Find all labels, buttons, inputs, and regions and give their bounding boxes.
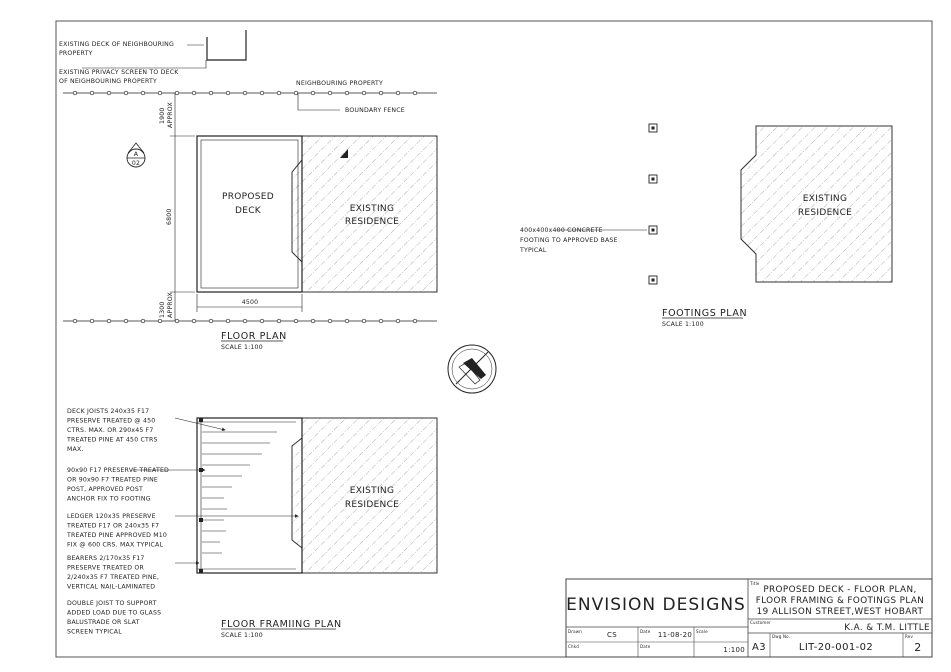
drawing-address: 19 ALLISON STREET,WEST HOBART (756, 607, 924, 617)
dim-top: 1900 (159, 107, 166, 124)
sheet-border (56, 21, 932, 657)
fence-post (243, 319, 247, 323)
framing-plan-title: FLOOR FRAMIING PLAN (221, 619, 342, 630)
note-boundary-fence: BOUNDARY FENCE (345, 107, 405, 114)
label-proposed-deck-2: DECK (234, 206, 262, 216)
fence-post (141, 319, 145, 323)
dim-top-approx: APPROX (167, 102, 174, 128)
drawing-title: PROPOSED DECK - FLOOR PLAN, (763, 585, 917, 595)
svg-text:Customer: Customer (750, 620, 772, 625)
svg-text:Drawn: Drawn (568, 629, 582, 634)
framing-note-bearers: 2/240x35 F7 TREATED PINE, (67, 574, 160, 581)
drawing-date: 11-08-20 (657, 631, 693, 639)
fence-post (175, 319, 179, 323)
fence-post (379, 91, 383, 95)
fence-post (396, 91, 400, 95)
svg-text:Scale: Scale (696, 629, 708, 634)
note-neighbouring-property: NEIGHBOURING PROPERTY (296, 80, 384, 87)
fence-post (209, 319, 213, 323)
footings-plan-scale: SCALE 1:100 (662, 321, 704, 328)
framing-note-double-joist: DOUBLE JOIST TO SUPPORT (67, 600, 157, 607)
fence-post (73, 91, 77, 95)
framing-note-bearers: VERTICAL NAIL-LAMINATED (67, 583, 156, 591)
fence-post (328, 91, 332, 95)
footing (649, 124, 657, 132)
fence-post (277, 319, 281, 323)
boundary-fence-bottom (63, 319, 437, 323)
framing-note-joists: MAX. (67, 446, 84, 453)
floor-plan (59, 30, 437, 351)
framing-note-joists: PRESERVE TREATED @ 450 (67, 417, 156, 425)
company-name: ENVISION DESIGNS (566, 595, 746, 615)
fence-post (158, 91, 162, 95)
drawing-title-2: FLOOR FRAMING & FOOTINGS PLAN (755, 596, 925, 606)
fence-post (345, 91, 349, 95)
svg-text:Date: Date (640, 629, 651, 634)
dim-side: 6800 (166, 208, 173, 225)
dim-bottom: 1300 (159, 301, 166, 318)
deck-post (199, 569, 203, 573)
framing-plan-scale: SCALE 1:100 (221, 632, 263, 639)
floor-framing-plan (66, 408, 437, 639)
fence-post (226, 91, 230, 95)
framing-note-double-joist: SCREEN TYPICAL (67, 628, 122, 636)
floor-plan-title: FLOOR PLAN (221, 331, 287, 342)
footings-plan-title: FOOTINGS PLAN (662, 308, 748, 319)
framing-note-post: POST, APPROVED POST (67, 486, 143, 493)
framing-note-post: ANCHOR FIX TO FOOTING (67, 495, 151, 503)
label-proposed-deck: PROPOSED (221, 192, 275, 202)
footings-plan (519, 124, 892, 328)
framing-note-bearers: PRESERVE TREATED OR (67, 564, 144, 572)
fence-post (345, 319, 349, 323)
framing-note-post: 90x90 F17 PRESERVE TREATED (67, 467, 170, 474)
deck-frame-outline (197, 418, 302, 573)
fence-post (311, 319, 315, 323)
fence-post (260, 91, 264, 95)
fence-post (413, 91, 417, 95)
customer-name: K.A. & T.M. LITTLE (844, 623, 930, 633)
framing-note-joists: CTRS. MAX. OR 290x45 F7 (67, 427, 154, 434)
fence-post (124, 319, 128, 323)
fence-post (396, 319, 400, 323)
svg-text:Rev: Rev (905, 634, 914, 639)
framing-note-ledger: TREATED PINE APPROVED M10 (67, 532, 168, 539)
drawn-by: CS (607, 631, 617, 639)
fence-post (141, 91, 145, 95)
fence-post (90, 91, 94, 95)
deck-post (199, 418, 203, 422)
section-marker (127, 143, 145, 167)
sheet-size: A3 (751, 642, 767, 653)
footing (649, 276, 657, 284)
fence-post (277, 91, 281, 95)
deck-post (199, 518, 203, 522)
svg-text:A: A (133, 151, 139, 158)
floor-plan-scale: SCALE 1:100 (221, 344, 263, 351)
footing (649, 175, 657, 183)
framing-note-double-joist: BALUSTRADE OR SLAT (67, 619, 140, 626)
note-footing-2: FOOTING TO APPROVED BASE (520, 237, 618, 244)
fence-post (311, 91, 315, 95)
north-arrow (448, 345, 496, 393)
label-existing-residence-2: RESIDENCE (344, 217, 400, 227)
label-existing-residence-2: RESIDENCE (344, 500, 400, 510)
fence-post (90, 319, 94, 323)
existing-residence-hatch (292, 136, 437, 292)
svg-text:Date: Date (640, 644, 651, 649)
framing-note-joists: TREATED PINE AT 450 CTRS (67, 436, 158, 444)
svg-text:Chkd: Chkd (568, 644, 579, 649)
existing-residence-hatch (741, 126, 892, 282)
fence-post (107, 319, 111, 323)
framing-note-ledger: FIX @ 600 CRS. MAX TYPICAL (67, 541, 164, 549)
fence-post (107, 91, 111, 95)
note-existing-deck-2: PROPERTY (59, 50, 93, 57)
fence-post (294, 319, 298, 323)
framing-note-joists: DECK JOISTS 240x35 F17 (67, 408, 150, 415)
footing (649, 226, 657, 234)
title-block (566, 579, 932, 657)
boundary-fence-top (63, 91, 437, 95)
framing-note-post: OR 90x90 F7 TREATED PINE (67, 476, 159, 484)
fence-post (226, 319, 230, 323)
fence-post (362, 91, 366, 95)
drawing-scale: 1:100 (723, 646, 745, 654)
fence-post (362, 319, 366, 323)
drawing-number: LIT-20-001-02 (798, 642, 874, 653)
revision: 2 (914, 641, 922, 654)
fence-post (192, 319, 196, 323)
framing-note-ledger: LEDGER 120x35 PRESERVE (67, 513, 156, 520)
fence-post (379, 319, 383, 323)
fence-post (158, 319, 162, 323)
fence-post (413, 319, 417, 323)
fence-post (209, 91, 213, 95)
label-existing-residence-2: RESIDENCE (797, 208, 853, 218)
fence-post (124, 91, 128, 95)
label-existing-residence: EXISTING (349, 486, 395, 496)
note-footing: 400x400x400 CONCRETE (520, 227, 603, 234)
framing-note-double-joist: ADDED LOAD DUE TO GLASS (67, 609, 162, 617)
note-existing-deck: EXISTING DECK OF NEIGHBOURING (59, 41, 175, 48)
fence-post (294, 91, 298, 95)
fence-post (260, 319, 264, 323)
note-footing-3: TYPICAL (520, 247, 547, 254)
framing-note-bearers: BEARERS 2/170x35 F17 (67, 555, 145, 562)
fence-post (175, 91, 179, 95)
fence-post (243, 91, 247, 95)
fence-post (73, 319, 77, 323)
svg-text:Title: Title (750, 581, 760, 586)
fence-post (328, 319, 332, 323)
svg-text:02: 02 (131, 160, 141, 167)
svg-text:Dwg No.: Dwg No. (772, 634, 791, 639)
label-existing-residence: EXISTING (802, 194, 848, 204)
framing-note-ledger: TREATED F17 OR 240x35 F7 (67, 522, 160, 530)
label-existing-residence: EXISTING (349, 204, 395, 214)
note-privacy-screen-2: OF NEIGHBOURING PROPERTY (59, 78, 158, 85)
note-privacy-screen: EXISTING PRIVACY SCREEN TO DECK (59, 69, 179, 76)
neighbour-deck-outline (207, 30, 246, 60)
dim-width: 4500 (241, 299, 259, 306)
dim-bottom-approx: APPROX (167, 292, 174, 318)
fence-post (192, 91, 196, 95)
